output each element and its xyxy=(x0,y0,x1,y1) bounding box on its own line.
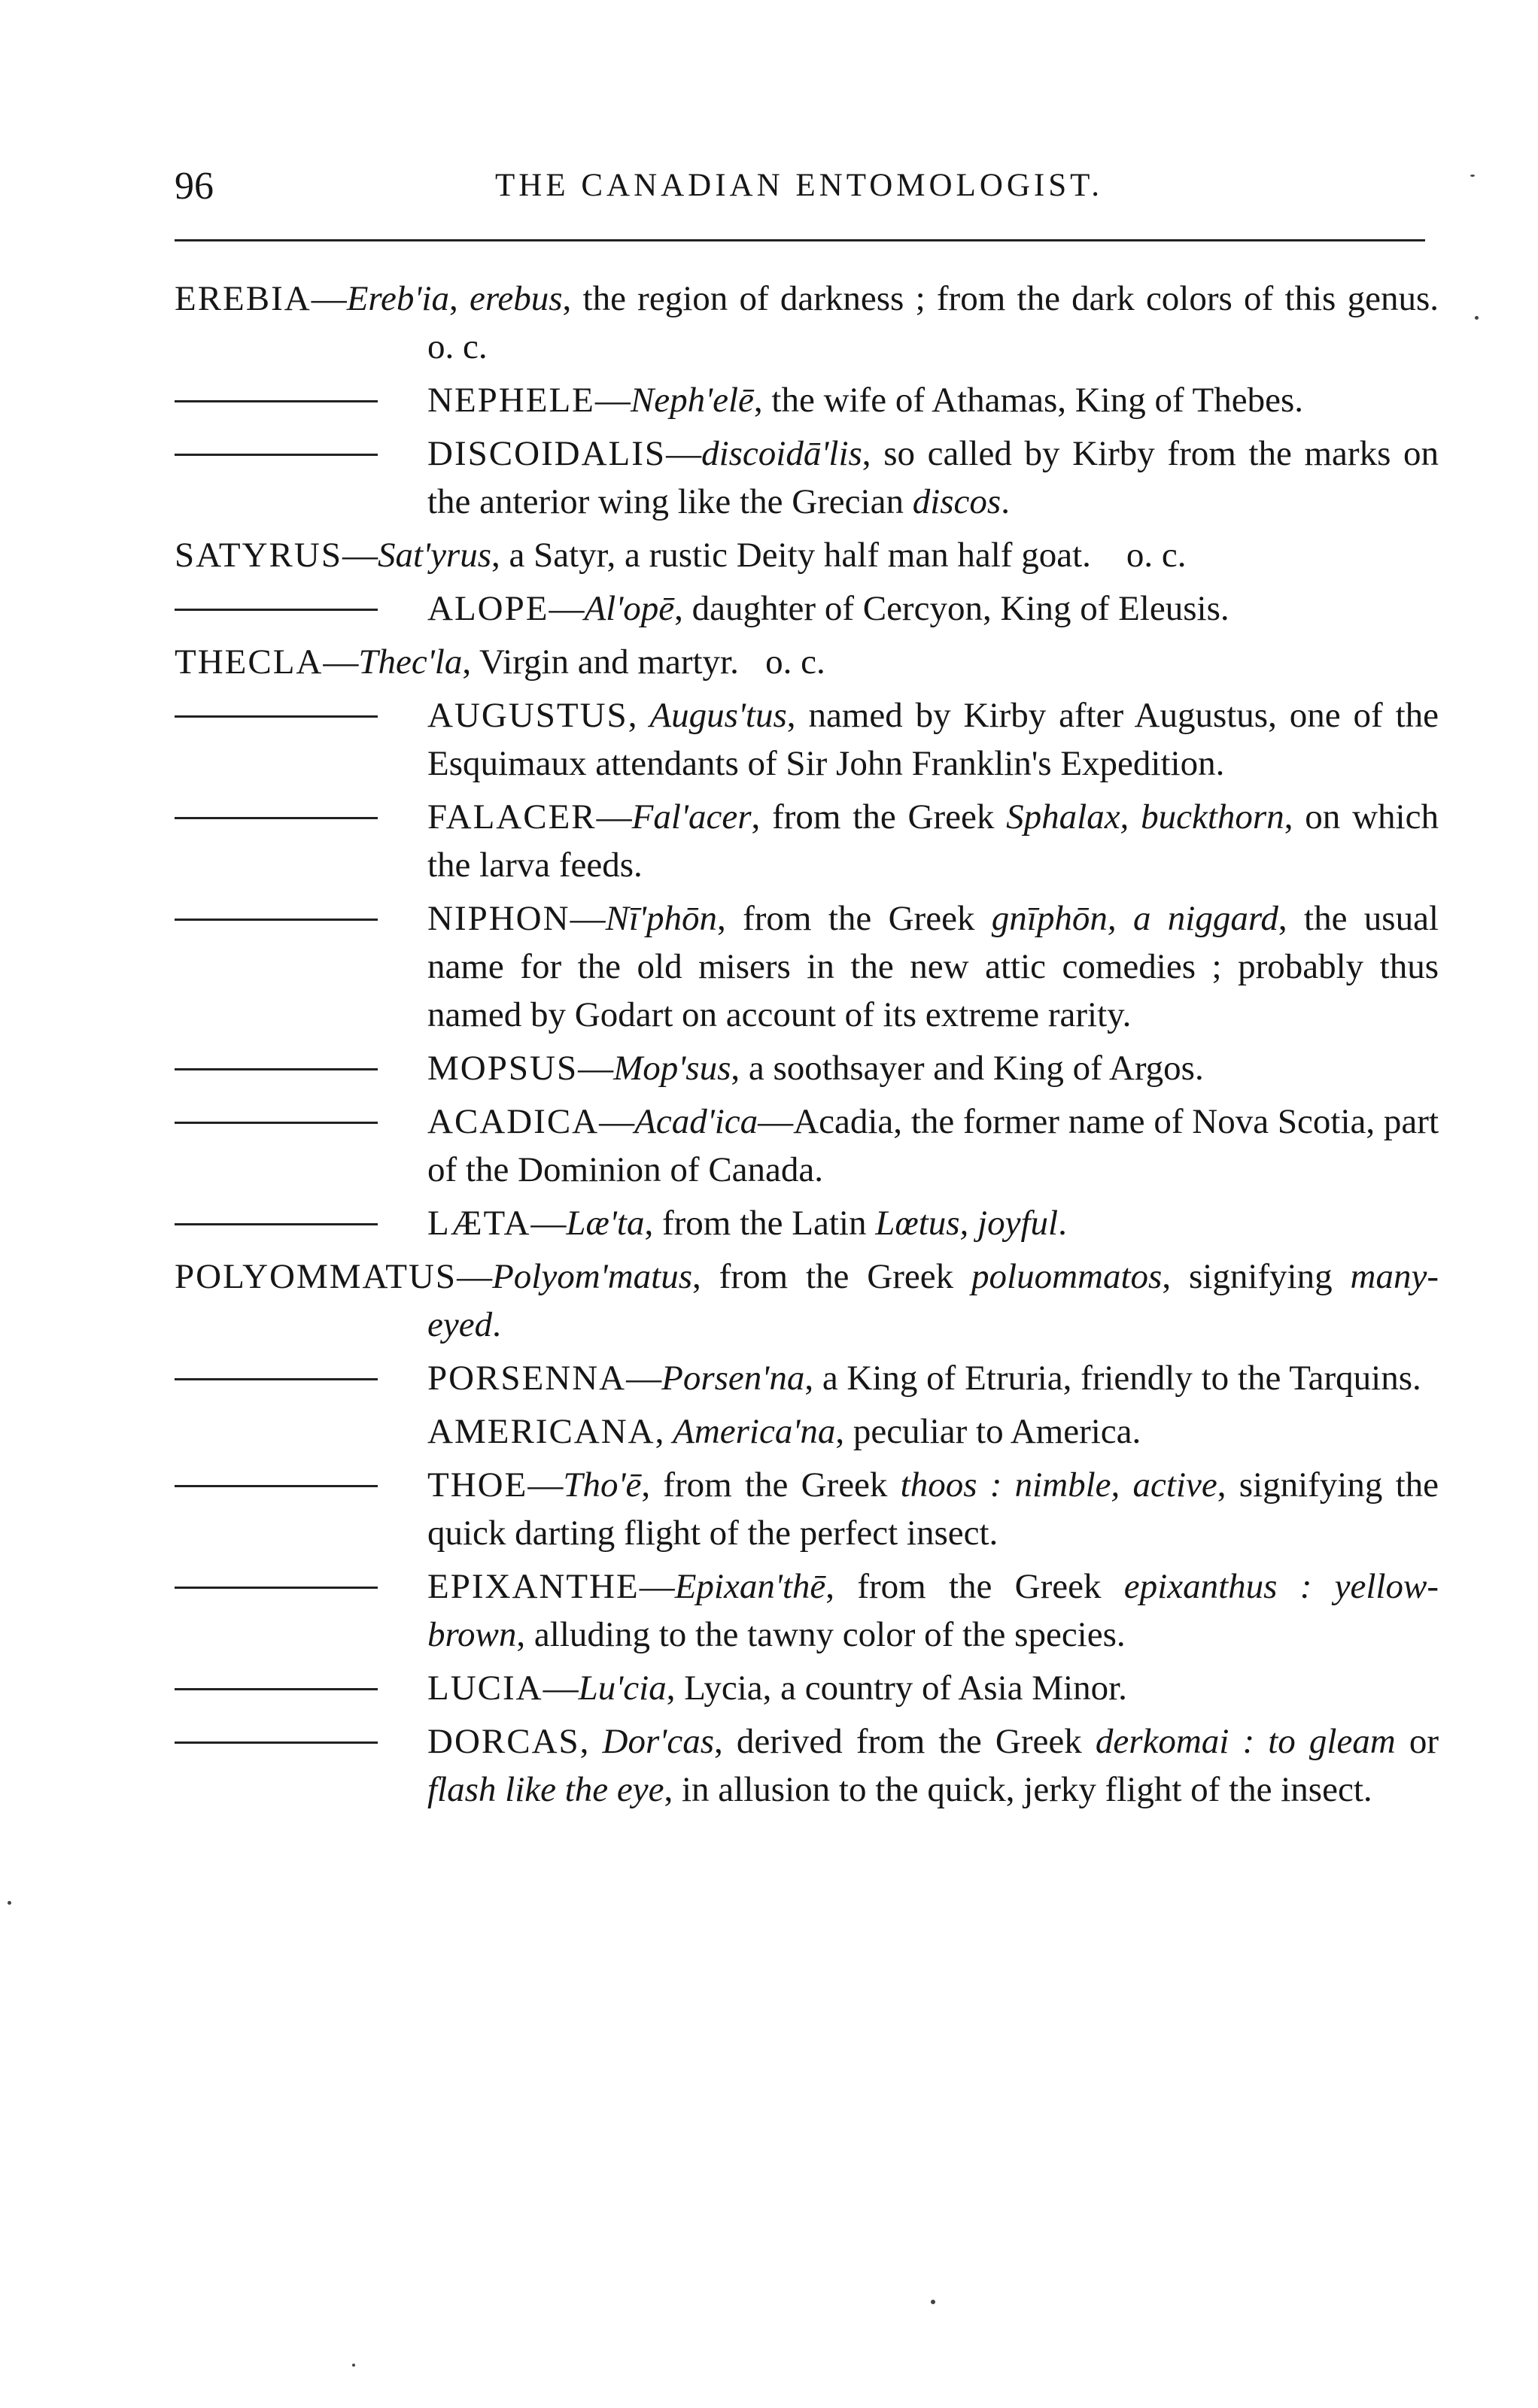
entry-separator: — xyxy=(596,797,632,837)
entry-separator: — xyxy=(626,1359,662,1398)
entry-separator: — xyxy=(594,381,631,420)
entry-definition: from the Greek xyxy=(760,797,1007,837)
entry-separator: — xyxy=(323,642,359,682)
entry-name: DORCAS xyxy=(427,1722,580,1761)
ditto-dash xyxy=(175,400,378,402)
entry-separator: — xyxy=(666,434,702,473)
entry-definition-mid: , signifying xyxy=(1162,1257,1351,1296)
entry-gloss-italic: gnīphōn, a niggard xyxy=(991,899,1278,938)
entry-definition: a Satyr, a rustic Deity half man half goat. o. c. xyxy=(500,536,1187,575)
entry-definition: from the Greek xyxy=(701,1257,972,1296)
entry-separator: — xyxy=(639,1567,675,1606)
entry-niphon xyxy=(175,894,1439,1039)
entry-pronunciation: Acad'ica xyxy=(634,1102,758,1141)
entry-separator: — xyxy=(457,1257,493,1296)
entry-separator: — xyxy=(570,899,606,938)
entry-punct: , xyxy=(666,1669,676,1708)
entry-punct: — xyxy=(758,1102,794,1141)
entry-punct: , xyxy=(862,434,871,473)
entry-punct: , xyxy=(448,279,458,318)
entry-pronunciation: Nī'phōn xyxy=(605,899,718,938)
ditto-dash xyxy=(175,1223,378,1225)
entry-definition: so called by Kirby from the marks on the anterior wing like the Grecian xyxy=(427,434,1439,521)
entry-satyrus xyxy=(175,531,1439,579)
entry-name: SATYRUS xyxy=(175,536,342,575)
entry-porsenna xyxy=(175,1354,1439,1402)
entry-definition: Acadia, the former name of Nova Scotia, part of the Dominion of Canada. xyxy=(427,1102,1439,1189)
entry-name: EREBIA xyxy=(175,279,312,318)
ditto-dash xyxy=(175,817,378,819)
entry-gloss-italic: Sphalax, buckthorn xyxy=(1006,797,1284,837)
entry-definition-end: , the usual name for the old misers in the new attic comedies ; probably thus named by Godart on account of its extreme rarity. xyxy=(427,899,1439,1034)
entry-name: LUCIA xyxy=(427,1669,543,1708)
entry-definition-end: . xyxy=(1001,482,1010,521)
ditto-dash xyxy=(175,1587,378,1589)
ditto-dash xyxy=(175,1741,378,1744)
entry-punct: , xyxy=(692,1257,701,1296)
entry-pronunciation: Neph'elē xyxy=(630,381,754,420)
entry-gloss-italic: epixanthus : yellow-brown xyxy=(427,1567,1439,1654)
entry-pronunciation: Epixan'thē xyxy=(674,1567,826,1606)
entry-name: THOE xyxy=(427,1465,528,1505)
entry-punct: , xyxy=(641,1465,651,1505)
entry-pronunciation: Lu'cia xyxy=(578,1669,667,1708)
ditto-dash xyxy=(175,1485,378,1487)
entry-name: LÆTA xyxy=(427,1204,531,1243)
entry-gloss-italic: poluommatos xyxy=(971,1257,1163,1296)
entry-name: POLYOMMATUS xyxy=(175,1257,457,1296)
entry-definition-end: . xyxy=(492,1305,501,1344)
scan-speck xyxy=(1470,175,1475,177)
entry-falacer xyxy=(175,793,1439,889)
entry-definition: a King of Etruria, friendly to the Tarquins. xyxy=(813,1359,1421,1398)
entry-name: DISCOIDALIS xyxy=(427,434,667,473)
entry-separator: , xyxy=(655,1412,673,1451)
entry-pronunciation: Dor'cas xyxy=(602,1722,714,1761)
entry-gloss-italic-2: many-eyed xyxy=(427,1257,1439,1344)
entry-pronunciation: Porsen'na xyxy=(661,1359,805,1398)
entry-name: ACADICA xyxy=(427,1102,600,1141)
ditto-dash xyxy=(175,715,378,718)
entry-definition: named by Kirby after Augustus, one of the Esquimaux attendants of Sir John Franklin's Expedition. xyxy=(427,696,1439,783)
page-header xyxy=(175,164,1424,217)
ditto-dash xyxy=(175,1068,378,1070)
entry-pronunciation: discoidā'lis xyxy=(701,434,862,473)
entry-name: AMERICANA xyxy=(427,1412,655,1451)
entry-pronunciation: Tho'ē xyxy=(563,1465,642,1505)
entry-definition: derived from the Greek xyxy=(722,1722,1096,1761)
ditto-dash xyxy=(175,454,378,456)
running-title: THE CANADIAN ENTOMOLOGIST. xyxy=(495,168,1103,203)
entry-name: NEPHELE xyxy=(427,381,595,420)
entry-laeta xyxy=(175,1199,1439,1247)
entry-epixanthe xyxy=(175,1562,1439,1659)
entry-definition: from the Greek xyxy=(650,1465,901,1505)
entry-definition-end: , alluding to the tawny color of the species. xyxy=(516,1615,1126,1654)
entry-definition-end: , on which the larva feeds. xyxy=(427,797,1439,885)
entry-americana xyxy=(175,1407,1439,1456)
entry-separator: — xyxy=(578,1049,614,1088)
entry-pronunciation: Ereb'ia xyxy=(346,279,449,318)
entry-erebia xyxy=(175,275,1439,371)
entry-name: PORSENNA xyxy=(427,1359,627,1398)
entry-definition-mid: or xyxy=(1395,1722,1439,1761)
entry-nephele xyxy=(175,376,1439,424)
entry-separator: , xyxy=(628,696,650,735)
entry-punct: , xyxy=(644,1204,654,1243)
entry-punct: , xyxy=(825,1567,835,1606)
entry-pronunciation: Augus'tus xyxy=(649,696,787,735)
ditto-dash xyxy=(175,1688,378,1690)
header-rule xyxy=(175,239,1425,241)
entry-pronunciation: Al'opē xyxy=(584,589,675,628)
entry-name: ALOPE xyxy=(427,589,549,628)
entry-pronunciation: Polyom'matus xyxy=(492,1257,692,1296)
entry-name: NIPHON xyxy=(427,899,570,938)
entry-punct: , xyxy=(491,536,500,575)
entry-pronunciation: Mop'sus xyxy=(613,1049,731,1088)
entry-mopsus xyxy=(175,1044,1439,1092)
entry-pronunciation: Læ'ta xyxy=(566,1204,645,1243)
entry-punct: , xyxy=(713,1722,723,1761)
entry-separator: — xyxy=(549,589,585,628)
entry-punct: , xyxy=(753,381,763,420)
ditto-dash xyxy=(175,1122,378,1124)
entry-definition-end: , in allusion to the quick, jerky flight of the insect. xyxy=(664,1770,1372,1809)
entry-punct: , xyxy=(462,642,472,682)
entry-gloss-italic: erebus xyxy=(469,279,563,318)
entry-name: MOPSUS xyxy=(427,1049,579,1088)
entry-separator: — xyxy=(599,1102,635,1141)
scan-speck xyxy=(8,1901,11,1905)
entry-gloss-italic: derkomai : to gleam xyxy=(1095,1722,1396,1761)
entry-pronunciation: Fal'acer xyxy=(631,797,752,837)
entry-dorcas xyxy=(175,1717,1439,1814)
entry-definition: Virgin and martyr. o. c. xyxy=(471,642,825,682)
scan-speck xyxy=(931,2300,935,2304)
entry-definition: peculiar to America. xyxy=(844,1412,1141,1451)
entry-name: EPIXANTHE xyxy=(427,1567,640,1606)
entry-discoidalis xyxy=(175,430,1439,526)
ditto-dash xyxy=(175,609,378,611)
entry-separator: — xyxy=(530,1204,567,1243)
ditto-dash xyxy=(175,1378,378,1380)
entry-definition: a soothsayer and King of Argos. xyxy=(740,1049,1204,1088)
entry-separator: — xyxy=(527,1465,564,1505)
entry-separator: — xyxy=(342,536,378,575)
entry-pronunciation: Thec'la xyxy=(358,642,463,682)
entry-punct: , xyxy=(717,899,726,938)
entry-punct: , xyxy=(786,696,796,735)
entry-separator: , xyxy=(579,1722,603,1761)
entry-gloss-italic: discos xyxy=(912,482,1002,521)
scan-speck xyxy=(352,2364,355,2367)
entry-definition: the wife of Athamas, King of Thebes. xyxy=(762,381,1304,420)
entry-gloss-italic: thoos : nimble, active xyxy=(900,1465,1217,1505)
entry-thecla xyxy=(175,638,1439,686)
entry-separator: — xyxy=(311,279,347,318)
entry-name: FALACER xyxy=(427,797,597,837)
entry-definition-end: . xyxy=(1058,1204,1067,1243)
entry-pronunciation: Sat'yrus xyxy=(377,536,492,575)
entry-punct: , xyxy=(804,1359,814,1398)
entry-thoe xyxy=(175,1461,1439,1557)
entry-definition: from the Greek xyxy=(834,1567,1124,1606)
entry-definition-end: , signifying the quick darting flight of the perfect insect. xyxy=(427,1465,1439,1553)
entry-name: AUGUSTUS xyxy=(427,696,628,735)
scan-speck xyxy=(1475,316,1479,320)
entry-name: THECLA xyxy=(175,642,324,682)
entry-definition: from the Latin xyxy=(653,1204,876,1243)
entry-alope xyxy=(175,585,1439,633)
entry-punct: , xyxy=(835,1412,845,1451)
entry-augustus xyxy=(175,691,1439,788)
entry-punct: , xyxy=(674,589,683,628)
ditto-dash xyxy=(175,919,378,921)
entry-gloss-italic: Lœtus, joyful xyxy=(875,1204,1059,1243)
page-number: 96 xyxy=(175,165,214,208)
entry-acadica xyxy=(175,1098,1439,1194)
entry-definition: from the Greek xyxy=(725,899,992,938)
entry-pronunciation: America'na xyxy=(673,1412,836,1451)
glossary-entries xyxy=(175,275,1439,1819)
entry-punct: , xyxy=(731,1049,740,1088)
entry-polyommatus xyxy=(175,1253,1439,1349)
entry-gloss-italic-2: flash like the eye xyxy=(427,1770,664,1809)
entry-definition: daughter of Cercyon, King of Eleusis. xyxy=(682,589,1229,628)
entry-definition: , the region of darkness ; from the dark colors of this genus. o. c. xyxy=(427,279,1439,366)
entry-punct: , xyxy=(751,797,761,837)
entry-lucia xyxy=(175,1664,1439,1712)
entry-definition: Lycia, a country of Asia Minor. xyxy=(675,1669,1127,1708)
entry-separator: — xyxy=(543,1669,579,1708)
